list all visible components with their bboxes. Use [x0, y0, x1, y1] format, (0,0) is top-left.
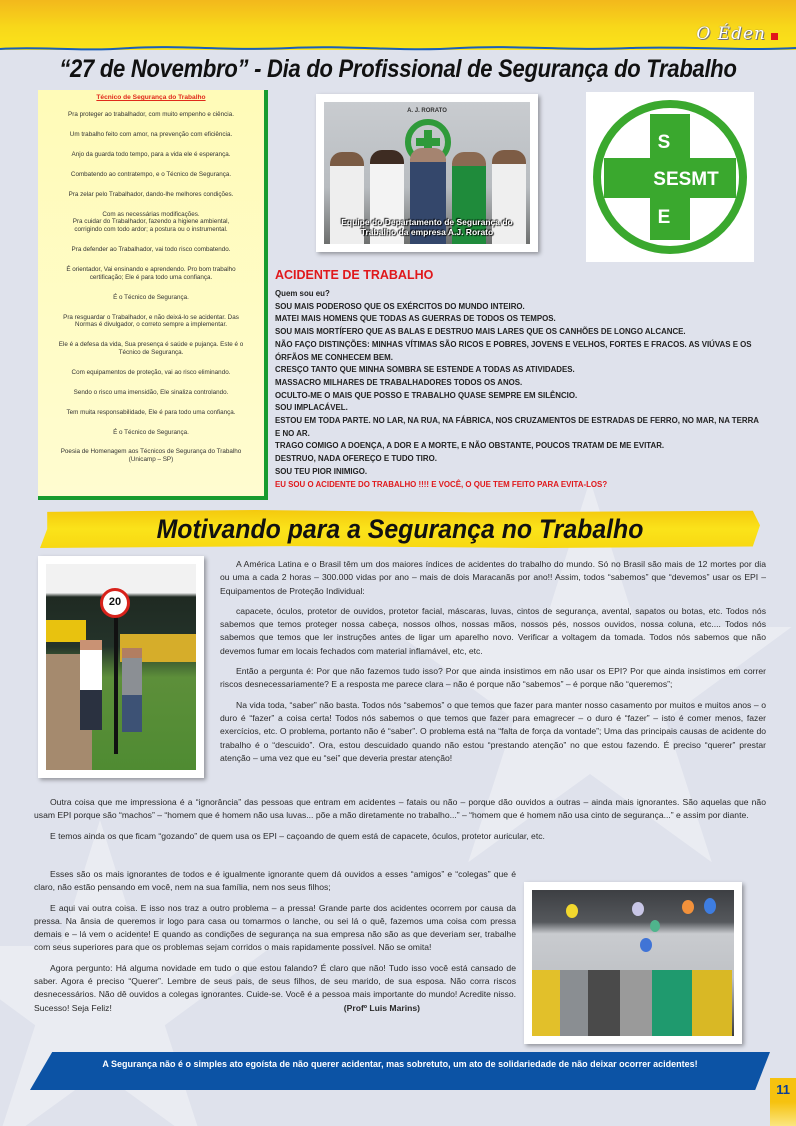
poem-line: Pra defender ao Trabalhador, vai todo risco combatendo. [71, 246, 231, 254]
team-photo-frame [316, 94, 538, 252]
accident-line: SOU MAIS MORTÍFERO QUE AS BALAS E DESTRUO MAIS LARES QUE OS CANHÕES DE LONGO ALCANCE. [275, 327, 686, 337]
header-wave-line [0, 44, 796, 54]
people-group [532, 970, 732, 1036]
sesmt-cross-icon [586, 92, 754, 262]
poem-line: Pra resguardar o Trabalhador, e não deixá-lo se acidentar. Das Normas é divulgador, o correto sempre a implementar. [63, 313, 239, 329]
accident-line: CRESÇO TANTO QUE MINHA SOMBRA SE ESTENDE A TODAS AS ATIVIDADES. [275, 365, 575, 375]
brand-square-icon [771, 33, 778, 40]
page-number: 11 [776, 1082, 790, 1097]
sign-pole [114, 614, 118, 754]
poem-line: Combatendo ao contratempo, e o Técnico de Segurança. [70, 170, 232, 178]
article-full-width [34, 796, 766, 850]
article-paragraph: Esses são os mais ignorantes de todos e é igualmente ignorante quem dá ouvidos a esses “amigos” e “colegas” que é claro, não estão pensando em você, nem na sua família, nem nos seus filhos; [34, 869, 516, 893]
accident-line: Quem sou eu? [275, 289, 330, 298]
poem-box [38, 90, 268, 500]
accident-line: NÃO FAÇO DISTINÇÕES: MINHAS VÍTIMAS SÃO RICOS E POBRES, JOVENS E VELHOS, FORTES E FRACOS. AS VIÚVAS E OS ÓRFÃOS ME CONHECEM BEM. [275, 339, 752, 362]
accident-line: MATEI MAIS HOMENS QUE TODAS AS GUERRAS DE TODOS OS TEMPOS. [275, 314, 556, 324]
accident-title: ACIDENTE DE TRABALHO [275, 268, 434, 282]
article-paragraph: E temos ainda os que ficam “gozando” de quem usa os EPI – caçoando de quem está de capacete, óculos, protetor auricular, etc. [50, 830, 545, 841]
poem-line: É orientador, Vai ensinando e aprendendo. Pro bom trabalho certificação; Ele é para todo uma confiança. [66, 265, 236, 281]
yellow-building [46, 620, 86, 642]
poem-line: Pra zelar pelo Trabalhador, dando-lhe melhores condições. [68, 190, 234, 198]
header-band [0, 0, 796, 50]
accident-line: MASSACRO MILHARES DE TRABALHADORES TODOS OS ANOS. [275, 377, 523, 387]
article-paragraph: Então a pergunta é: Por que não fazemos tudo isso? Por que ainda insistimos em não usar os EPI? Por que ainda insistimos em correr riscos desnecessariamente? E a resposta me parece clara – não é porque não “sabemos” – é porque não “queremos”; [220, 666, 766, 690]
balloon [682, 900, 694, 914]
article-paragraph: Agora pergunto: Há alguma novidade em tudo o que estou falando? É claro que não! Tudo isso você está cansado de saber. Agora é preciso “Querer”. Lembre de seus pais, de seus filhos, de seu marido, de sua esposa. Não corra riscos desnecessários. Não dê ouvidos a colegas ignorantes. Cuide-se. Você é a pessoa mais importante do mundo! Acredite nisso. Sucesso! Seja Feliz! [34, 962, 516, 1013]
speed-sign-photo-frame [38, 556, 204, 778]
accident-line: SOU MAIS PODEROSO QUE OS EXÉRCITOS DO MUNDO INTEIRO. [275, 301, 525, 311]
page-title: “27 de Novembro” - Dia do Profissional de Segurança do Trabalho [59, 55, 737, 83]
poem-title: Técnico de Segurança do Trabalho [96, 94, 206, 101]
accident-line: DESTRUO, NADA OFEREÇO E TUDO TIRO. [275, 454, 437, 464]
poem-line: Tem muita responsabilidade, Ele é para todo uma confiança. [66, 408, 236, 416]
accident-line: SOU IMPLACÁVEL. [275, 403, 348, 413]
accident-line: TRAGO COMIGO A DOENÇA, A DOR E A MORTE, E NÃO OBSTANTE, POUCOS TRATAM DE ME EVITAR. [275, 441, 665, 451]
balloons-photo-frame [524, 882, 742, 1044]
article-column-top [220, 558, 766, 772]
article-paragraph: capacete, óculos, protetor de ouvidos, protetor facial, máscaras, luvas, cintos de segurança, avental, sapatos ou botas, etc. Todos nós sabemos que temos proteger nossa cabeça, nossos olhos, nossas mãos, nossos pés, nossos ouvidos, nossa coluna, etc.... Todos nós sabemos que temos que ler instruções antes de ligar um aparelho novo. Verificar a voltagem da tomada. Todos nós sabemos que não devemos fumar em locais fechados com material inflamável, etc, etc. [220, 605, 766, 656]
team-photo-caption: Equipe do Departamento de Segurança do Trabalho da empresa A.J. Rorato [341, 216, 513, 238]
magazine-brand-logo: O Éden [696, 24, 766, 44]
article-paragraph: Na vida toda, “saber” não basta. Todos nós “sabemos” o que temos que fazer para manter nosso casamento por muitos e muitos anos – o duro é “fazer” a coisa certa! Todos nós sabemos o que temos que fazer para emagrecer – o duro é “fazer” – isto é comer menos, fazer exercícios, etc. O problema, portanto não é “saber”. O problema está na “falta de força da vontade”; Uma das principais causas de acidente do trabalho é o “descuido”. Ora, estou descuidado quando não estou “prestando atenção” no que estou fazendo. É preciso “querer” prestar atenção – uma vez que eu “sei” que deveria prestar atenção! [220, 699, 766, 763]
poem-line: É o Técnico de Segurança. [113, 428, 189, 436]
sesmt-label: SESMT [653, 169, 719, 190]
accident-line: OCULTO-ME O MAIS QUE POSSO E TRABALHO QUASE SEMPRE EM SILÊNCIO. [275, 390, 578, 400]
article-column-bottom [34, 868, 516, 1022]
poem-line: Com as necessárias modificações. Pra cuidar do Trabalhador, fazendo a higiene ambiental, corrigindo com todo ardor; a postura ou o instrumental. [72, 210, 230, 234]
team-photo [324, 102, 530, 244]
sesmt-letter-e: E [657, 207, 671, 228]
article-paragraph: Outra coisa que me impressiona é a “ignorância” das pessoas que entram em acidentes – fatais ou não – porque dão ouvidos a outras – ainda mais ignorantes. São aquelas que não usam EPI porque são “machos” – “homem que é homem não usa luvas... põe a mão diretamente no trabalho...” – “homem que é homem não usa cinto de segurança...” e assim por diante. [34, 797, 766, 821]
person-figure [80, 640, 102, 730]
balloon [640, 938, 652, 952]
accident-line: ESTOU EM TODA PARTE. NO LAR, NA RUA, NA FÁBRICA, NOS CRUZAMENTOS DE ESTRADAS DE FERRO, NO MAR, NA TERRA E NO AR. [275, 416, 759, 438]
sesmt-letter-s: S [657, 132, 671, 153]
team-photo-sign: A. J. RORATO [407, 108, 447, 114]
sesmt-logo [586, 92, 754, 262]
poem-line: É o Técnico de Segurança. [113, 293, 189, 301]
poem-line: Sendo o risco uma imensidão, Ele sinaliza controlando. [73, 388, 229, 396]
article-paragraph: A América Latina e o Brasil têm um dos maiores índices de acidentes do trabalho do mundo. Só no Brasil são mais de 12 mortes por dia ou uma a cada 2 horas – 300.000 vidas por ano – mais de dois Maracanãs por ano!! Assim, todos “sabemos” que “devemos” usar os EPI – Equipamentos de Proteção Individual: [220, 559, 766, 596]
balloon [632, 902, 644, 916]
poem-line: Com equipamentos de proteção, vai ao risco eliminando. [71, 368, 231, 376]
speed-sign-photo [46, 564, 196, 770]
poem-lines [44, 111, 258, 464]
footer-quote: A Segurança não é o simples ato egoísta de não querer acidentar, mas sobretuto, um ato de solidariedade de não deixar ocorrer acidentes! [102, 1059, 698, 1069]
balloon [566, 904, 578, 918]
balloon [650, 920, 660, 932]
section-title: Motivando para a Segurança no Trabalho [156, 514, 644, 544]
poem-line: Pra proteger ao trabalhador, com muito empenho e ciência. [68, 111, 234, 119]
article-paragraph: E aqui vai outra coisa. E isso nos traz a outro problema – a pressa! Grande parte dos acidentes ocorrem por causa da pressa. Na ânsia de queremos ir logo para casa ou tomarmos o lanche, ou sei lá o quê, fazemos uma coisa com pressa demais e – lá vem o acidente! E quando as condições de segurança na sua empresa não são as que deveriam ser, trabalhe com seus superiores para que os problemas sejam corridos o mais rapidamente possível. Não se omita! [34, 902, 516, 953]
accident-body [275, 288, 765, 491]
person-figure [122, 648, 142, 732]
poem-line: Ele é a defesa da vida, Sua presença é saúde e pujança. Este é o Técnico de Segurança. [58, 341, 244, 357]
balloons-photo [532, 890, 734, 1036]
poem-line: Poesia de Homenagem aos Técnicos de Segurança do Trabalho (Unicamp – SP) [60, 448, 242, 464]
accident-line: SOU TEU PIOR INIMIGO. [275, 466, 368, 476]
balloon [704, 898, 716, 914]
poem-line: Anjo da guarda todo tempo, para a vida ele é esperança. [71, 150, 231, 158]
article-signature: (Profº Luis Marins) [343, 1002, 420, 1013]
speed-limit-sign: 20 [100, 588, 130, 618]
accident-closing: EU SOU O ACIDENTE DO TRABALHO !!!! E VOCÊ, O QUE TEM FEITO PARA EVITA-LOS? [275, 479, 608, 489]
poem-line: Um trabalho feito com amor, na prevenção com eficiência. [69, 131, 233, 139]
